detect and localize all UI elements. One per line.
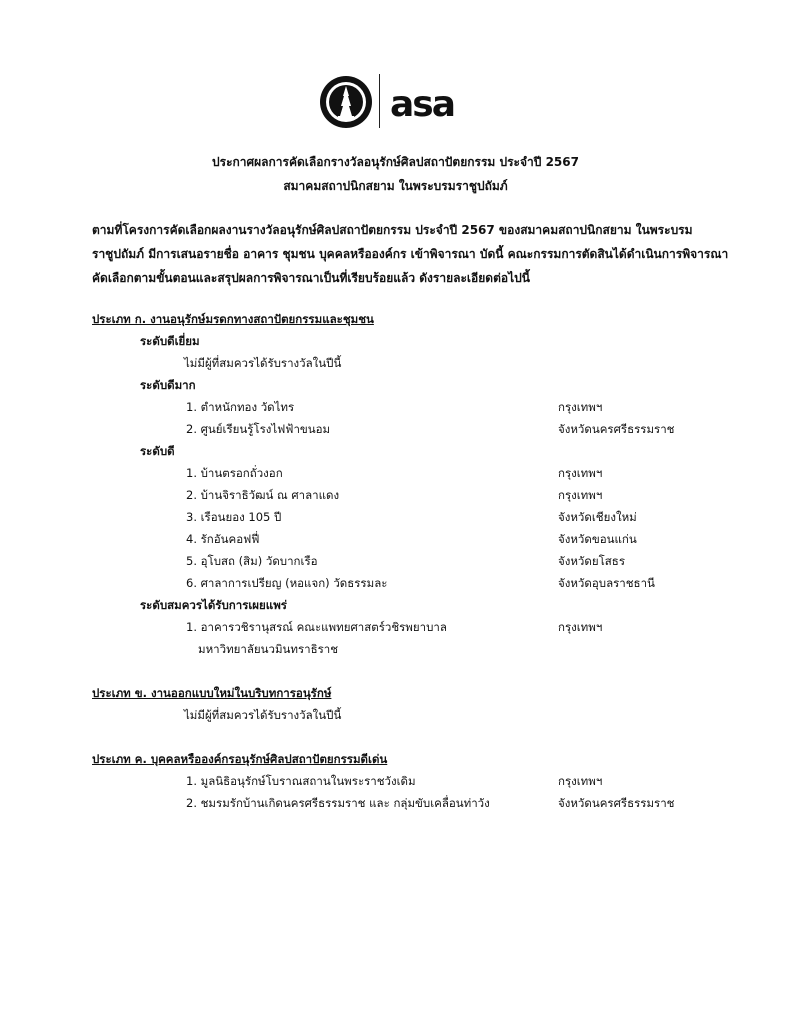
list-item-location: จังหวัดนครศรีธรรมราช xyxy=(558,796,675,810)
list-item-location: กรุงเทพฯ xyxy=(558,466,603,480)
page-title: ประกาศผลการคัดเลือกรางวัลอนุรักษ์ศิลปสถาปัตยกรรม ประจำปี 2567 xyxy=(212,155,579,169)
list-item: 3. เรือนยอง 105 ปี xyxy=(186,510,282,524)
asa-logo xyxy=(390,84,474,124)
intro-line-3: คัดเลือกตามขั้นตอนและสรุปผลการพิจารณาเป็นที่เรียบร้อยแล้ว ดังรายละเอียดต่อไปนี้ xyxy=(92,271,530,285)
level-very-good-label: ระดับดีมาก xyxy=(140,378,196,392)
category-a-title: ประเภท ก. งานอนุรักษ์มรดกทางสถาปัตยกรรมและชุมชน xyxy=(92,312,374,326)
list-item: 1. อาคารวชิรานุสรณ์ คณะแพทยศาสตร์วชิรพยาบาล xyxy=(186,620,447,634)
list-item-location: จังหวัดอุบลราชธานี xyxy=(558,576,655,590)
list-item-location: จังหวัดขอนแก่น xyxy=(558,532,637,546)
logo-divider xyxy=(379,74,380,128)
intro-line-2: ราชูปถัมภ์ มีการเสนอรายชื่อ อาคาร ชุมชน บุคคลหรือองค์กร เข้าพิจารณา บัดนี้ คณะกรรมการตัดสินได้ดำเนินการพิจารณา xyxy=(92,247,729,261)
level-publicity-label: ระดับสมควรได้รับการเผยแพร่ xyxy=(140,598,287,612)
list-item-location: กรุงเทพฯ xyxy=(558,774,603,788)
list-item: 5. อุโบสถ (สิม) วัดบากเรือ xyxy=(186,554,318,568)
list-item: 4. รักอันคอฟฟี่ xyxy=(186,532,260,546)
list-item-continuation: มหาวิทยาลัยนวมินทราธิราช xyxy=(198,642,339,656)
list-item-location: กรุงเทพฯ xyxy=(558,488,603,502)
intro-line-1: ตามที่โครงการคัดเลือกผลงานรางวัลอนุรักษ์ศิลปสถาปัตยกรรม ประจำปี 2567 ของสมาคมสถาปนิกสยาม ในพระบรม xyxy=(92,223,693,237)
list-item-location: จังหวัดเชียงใหม่ xyxy=(558,510,637,524)
association-seal-icon xyxy=(318,72,374,132)
category-b-none: ไม่มีผู้ที่สมควรได้รับรางวัลในปีนี้ xyxy=(184,708,342,722)
list-item: 2. ชมรมรักบ้านเกิดนครศรีธรรมราช และ กลุ่มขับเคลื่อนท่าวัง xyxy=(186,796,490,810)
level-good-label: ระดับดี xyxy=(140,444,175,458)
list-item-location: จังหวัดยโสธร xyxy=(558,554,625,568)
logo-area xyxy=(318,72,478,134)
list-item: 2. บ้านจิราธิวัฒน์ ณ ศาลาแดง xyxy=(186,488,340,502)
category-b-title: ประเภท ข. งานออกแบบใหม่ในบริบทการอนุรักษ์ xyxy=(92,686,332,700)
level-excellent-none: ไม่มีผู้ที่สมควรได้รับรางวัลในปีนี้ xyxy=(184,356,342,370)
svg-text:asa: asa xyxy=(390,84,455,124)
list-item-location: กรุงเทพฯ xyxy=(558,620,603,634)
category-c-title: ประเภท ค. บุคคลหรือองค์กรอนุรักษ์ศิลปสถาปัตยกรรมดีเด่น xyxy=(92,752,388,766)
list-item: 1. มูลนิธิอนุรักษ์โบราณสถานในพระราชวังเดิม xyxy=(186,774,416,788)
page-subtitle: สมาคมสถาปนิกสยาม ในพระบรมราชูปถัมภ์ xyxy=(283,179,508,193)
list-item-location: จังหวัดนครศรีธรรมราช xyxy=(558,422,675,436)
list-item-location: กรุงเทพฯ xyxy=(558,400,603,414)
list-item: 1. บ้านตรอกถั่วงอก xyxy=(186,466,283,480)
list-item: 1. ตำหนักทอง วัดไทร xyxy=(186,400,295,414)
list-item: 6. ศาลาการเปรียญ (หอแจก) วัดธรรมละ xyxy=(186,576,388,590)
list-item: 2. ศูนย์เรียนรู้โรงไฟฟ้าขนอม xyxy=(186,422,331,436)
level-excellent-label: ระดับดีเยี่ยม xyxy=(140,334,200,348)
